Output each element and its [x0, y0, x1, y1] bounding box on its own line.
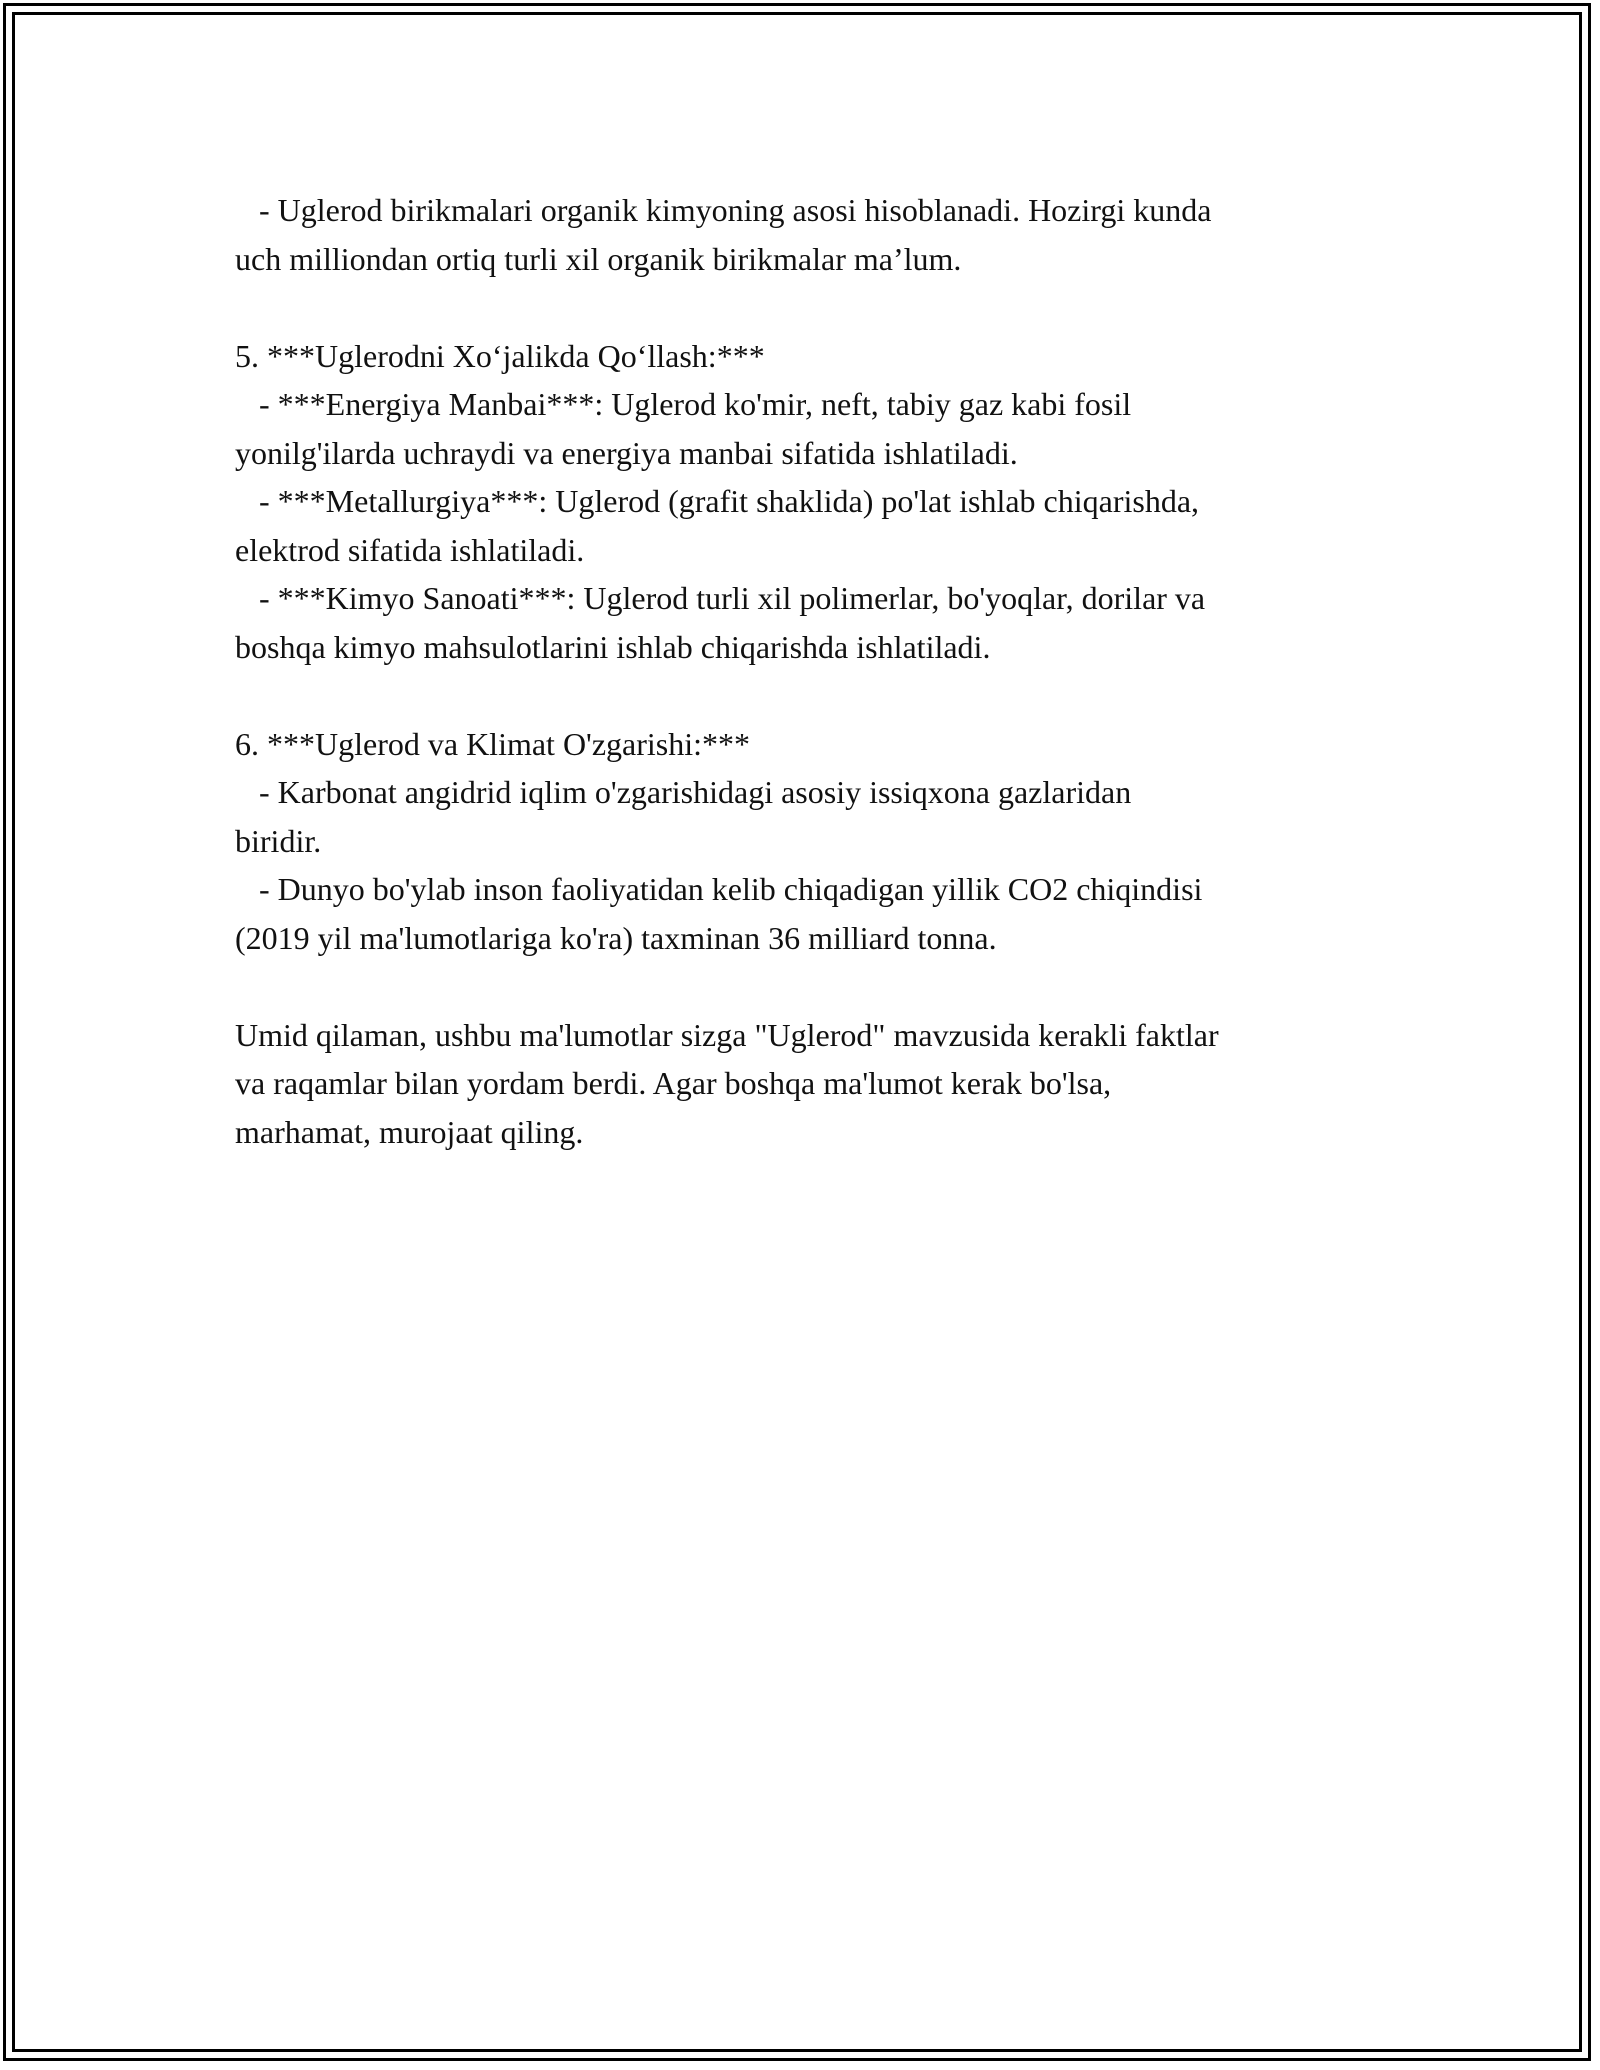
text-line: biridir.	[235, 822, 322, 859]
text-line: yonilg'ilarda uchraydi va energiya manbai sifatida ishlatiladi.	[235, 434, 1018, 471]
blank-line	[235, 962, 1375, 1011]
text-line: va raqamlar bilan yordam berdi. Agar boshqa ma'lumot kerak bo'lsa,	[235, 1065, 1112, 1101]
text-line: boshqa kimyo mahsulotlarini ishlab chiqarishda ishlatiladi.	[235, 628, 991, 665]
section-heading: 6. ***Uglerod va Klimat O'zgarishi:***	[235, 725, 750, 762]
text-line: (2019 yil ma'lumotlariga ko'ra) taxminan 36 milliard tonna.	[235, 919, 997, 956]
text-line: - Karbonat angidrid iqlim o'zgarishidagi asosiy issiqxona gazlaridan	[235, 774, 1132, 810]
paragraph-organic-compounds	[235, 186, 1375, 283]
text-line: - ***Kimyo Sanoati***: Uglerod turli xil polimerlar, bo'yoqlar, dorilar va	[235, 580, 1206, 616]
text-line: marhamat, murojaat qiling.	[235, 1113, 584, 1150]
document-body	[235, 186, 1375, 1156]
text-line: elektrod sifatida ishlatiladi.	[235, 531, 585, 568]
text-line: - Dunyo bo'ylab inson faoliyatidan kelib chiqadigan yillik CO2 chiqindisi	[235, 871, 1203, 907]
section-climate-change	[235, 720, 1375, 963]
text-line: uch milliondan ortiq turli xil organik birikmalar ma’lum.	[235, 240, 962, 277]
text-line: - ***Energiya Manbai***: Uglerod ko'mir, neft, tabiy gaz kabi fosil	[235, 386, 1132, 422]
text-line: - ***Metallurgiya***: Uglerod (grafit shaklida) po'lat ishlab chiqarishda,	[235, 483, 1200, 519]
section-heading: 5. ***Uglerodni Xo‘jalikda Qo‘llash:***	[235, 337, 765, 374]
blank-line	[235, 671, 1375, 720]
paragraph-closing	[235, 1011, 1375, 1157]
text-line: Umid qilaman, ushbu ma'lumotlar sizga "Uglerod" mavzusida kerakli faktlar	[235, 1016, 1219, 1053]
text-line: - Uglerod birikmalari organik kimyoning asosi hisoblanadi. Hozirgi kunda	[235, 192, 1212, 228]
blank-line	[235, 283, 1375, 332]
section-economic-use	[235, 332, 1375, 672]
